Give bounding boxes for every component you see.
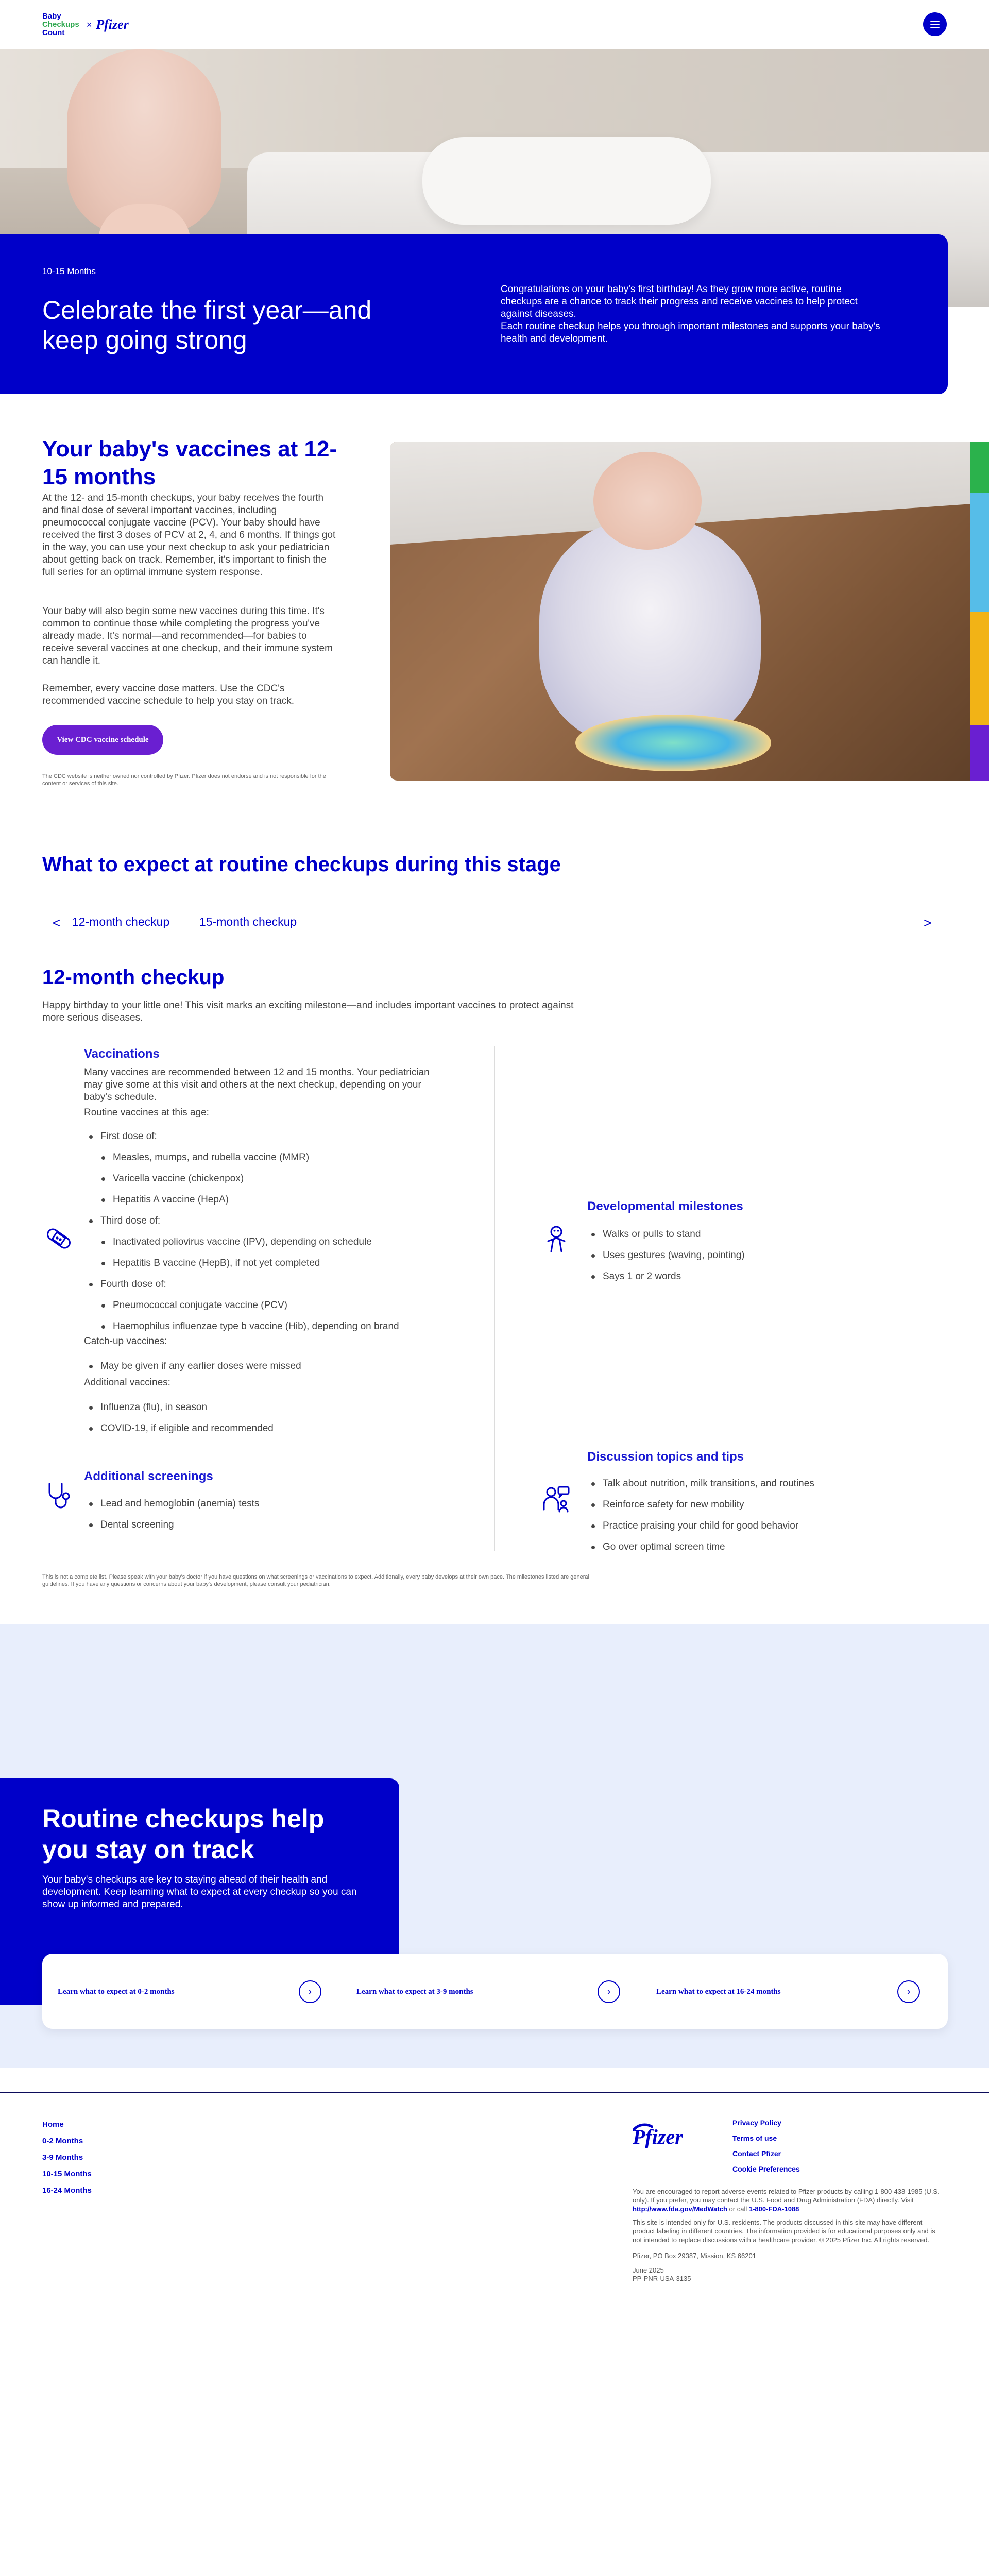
checkup-links-card (42, 1954, 948, 2029)
checkup-intro: Happy birthday to your little one! This visit marks an exciting milestone—and includes important vaccines to protect against more serious diseases. (42, 1000, 574, 1023)
footer-adverse-events (633, 2187, 942, 2213)
logo-line-2: Checkups (42, 20, 79, 29)
parent-child-discussion-icon (540, 1483, 573, 1516)
tab-15-month[interactable]: 15-month checkup (199, 915, 297, 928)
footer-pfizer-logo[interactable]: Pfizer (633, 2125, 683, 2148)
medwatch-link[interactable]: http://www.fda.gov/MedWatch (633, 2205, 727, 2213)
hero-title: Celebrate the first year—and keep going strong (42, 296, 372, 354)
list-item: Uses gestures (waving, pointing) (603, 1250, 745, 1261)
list-item: Inactivated poliovirus vaccine (IPV), depending on schedule (113, 1236, 372, 1247)
link-3-9-months[interactable] (356, 1980, 473, 2003)
chevron-right-icon[interactable]: › (598, 1980, 620, 2003)
hero-eyebrow: 10-15 Months (42, 266, 96, 276)
list-item: Measles, mumps, and rubella vaccine (MMR) (113, 1152, 310, 1163)
footer-divider (0, 2092, 989, 2093)
logo-line-1: Baby (42, 12, 61, 21)
footer-link-home[interactable]: Home (42, 2120, 64, 2129)
routine-body: Your baby's checkups are key to staying ahead of their health and development. Keep learning what to expect at every checkup so you can show up informed and prepared. (42, 1874, 357, 1910)
list-item: Third dose of: (100, 1215, 161, 1226)
list-item: Practice praising your child for good behavior (603, 1520, 799, 1531)
hero-body-2: Each routine checkup helps you through important milestones and supports your baby's health and development. (501, 321, 880, 344)
tab-12-month[interactable]: 12-month checkup (72, 915, 170, 928)
footer-address: Pfizer, PO Box 29387, Mission, KS 66201 (633, 2252, 756, 2260)
checkup-title: 12-month checkup (42, 966, 225, 989)
list-item: Dental screening (100, 1519, 174, 1530)
toddler-icon (540, 1224, 573, 1257)
list-item: Reinforce safety for new mobility (603, 1499, 744, 1510)
link-label: Learn what to expect at 0-2 months (58, 1987, 175, 1996)
cdc-schedule-button[interactable]: View CDC vaccine schedule (42, 725, 163, 755)
vaccinations-intro: Many vaccines are recommended between 12 and 15 months. Your pediatrician may give some at this visit and others at the next checkup, depending on your baby's schedule. (84, 1067, 430, 1103)
footer-date: June 2025 (633, 2266, 664, 2274)
baby-checkups-count-logo[interactable] (42, 12, 79, 37)
expect-title: What to expect at routine checkups during this stage (42, 853, 561, 876)
tabs-next-arrow[interactable]: > (924, 915, 932, 930)
routine-vaccines-label: Routine vaccines at this age: (84, 1107, 209, 1118)
routine-title: Routine checkups help you stay on track (42, 1804, 325, 1864)
list-item: Influenza (flu), in season (100, 1402, 208, 1413)
list-item: Haemophilus influenzae type b vaccine (Hib), depending on brand (113, 1321, 399, 1332)
screenings-heading: Additional screenings (84, 1469, 213, 1483)
report-text: You are encouraged to report adverse events related to Pfizer products by calling 1-800-438-1985 (U.S. only). If you prefer, you may contact the U.S. Food and Drug Administration (FDA) directly. Visit (633, 2188, 940, 2204)
site-header (0, 0, 989, 49)
list-item: Go over optimal screen time (603, 1541, 725, 1552)
report-mid: or call (729, 2205, 747, 2213)
chevron-right-icon[interactable]: › (897, 1980, 920, 2003)
footer-contact-pfizer[interactable]: Contact Pfizer (732, 2149, 781, 2158)
stethoscope-icon (42, 1480, 75, 1513)
list-item: Hepatitis A vaccine (HepA) (113, 1194, 229, 1205)
footer-terms-of-use[interactable]: Terms of use (732, 2134, 777, 2142)
vaccines-paragraph-1: At the 12- and 15-month checkups, your baby receives the fourth and final dose of several important vaccines, including pneumococcal conjugate vaccine (PCV). Your baby should have received the first 3 doses of PCV at 2, 4, and 6 months. If things got in the way, you can use your next checkup to ask your pediatrician about getting back on track. Remember, it's important to finish the full series for an optimal immune system response. (42, 493, 336, 578)
list-item: Walks or pulls to stand (603, 1229, 701, 1240)
link-16-24-months[interactable] (656, 1980, 781, 2003)
menu-button[interactable] (923, 12, 947, 36)
fda-phone-link[interactable]: 1-800-FDA-1088 (748, 2205, 799, 2213)
list-item: Lead and hemoglobin (anemia) tests (100, 1498, 260, 1509)
footer-link-0-2-months[interactable]: 0-2 Months (42, 2137, 83, 2145)
column-divider (494, 1046, 495, 1551)
list-item: Talk about nutrition, milk transitions, and routines (603, 1478, 814, 1489)
vaccines-title: Your baby's vaccines at 12-15 months (42, 436, 337, 489)
footer-intended-use: This site is intended only for U.S. residents. The products discussed in this site may have different product labeling in different countries. The information provided is for educational purposes only and is not intended to replace discussions with a healthcare provider. © 2025 Pfizer Inc. All rights reserved. (633, 2218, 935, 2244)
list-item: Hepatitis B vaccine (HepB), if not yet completed (113, 1258, 320, 1268)
pfizer-logo[interactable]: Pfizer (96, 17, 129, 32)
vaccine-bandage-icon (42, 1222, 75, 1255)
footer-cookie-preferences[interactable]: Cookie Preferences (732, 2165, 800, 2173)
vaccinations-heading: Vaccinations (84, 1047, 160, 1061)
link-label: Learn what to expect at 3-9 months (356, 1987, 473, 1996)
hero-body-1: Congratulations on your baby's first birthday! As they grow more active, routine checkups are a chance to track their progress and receive vaccines to help protect against diseases. (501, 284, 858, 319)
discussion-heading: Discussion topics and tips (587, 1450, 744, 1464)
hero-body (501, 283, 882, 345)
catchup-label: Catch-up vaccines: (84, 1336, 167, 1347)
hamburger-icon (930, 21, 940, 22)
logo-line-3: Count (42, 28, 65, 37)
tabs-prev-arrow[interactable]: < (53, 915, 61, 930)
logo-separator: × (86, 19, 92, 30)
footer-link-10-15-months[interactable]: 10-15 Months (42, 2170, 92, 2178)
milestones-heading: Developmental milestones (587, 1199, 743, 1213)
list-item: Pneumococcal conjugate vaccine (PCV) (113, 1300, 288, 1311)
footer-link-3-9-months[interactable]: 3-9 Months (42, 2153, 83, 2162)
checkup-note: This is not a complete list. Please speak with your baby's doctor if you have questions on what screenings or vaccinations to expect. Additionally, every baby develops at their own pace. The milestones listed are general guidelines. If you have any questions or concerns about your baby's development, please consult your pediatrician. (42, 1574, 589, 1587)
baby-cake-image (390, 442, 989, 781)
link-0-2-months[interactable] (58, 1980, 175, 2003)
list-item: COVID-19, if eligible and recommended (100, 1423, 274, 1434)
cdc-disclaimer: The CDC website is neither owned nor controlled by Pfizer. Pfizer does not endorse and is not responsible for the content or services of this site. (42, 773, 326, 787)
vaccines-paragraph-2: Your baby will also begin some new vaccines during this time. It's common to continue those while completing the progress you've already made. It's normal—and recommended—for babies to receive several vaccines at one checkup, and their immune system can handle it. (42, 606, 333, 666)
chevron-right-icon[interactable]: › (299, 1980, 321, 2003)
link-label: Learn what to expect at 16-24 months (656, 1987, 781, 1996)
additional-label: Additional vaccines: (84, 1377, 170, 1388)
footer-privacy-policy[interactable]: Privacy Policy (732, 2119, 781, 2127)
list-item: Says 1 or 2 words (603, 1271, 681, 1282)
list-item: Fourth dose of: (100, 1279, 166, 1290)
hero-banner (0, 234, 948, 394)
list-item: Varicella vaccine (chickenpox) (113, 1173, 244, 1184)
footer-code: PP-PNR-USA-3135 (633, 2275, 691, 2282)
footer-link-16-24-months[interactable]: 16-24 Months (42, 2186, 92, 2195)
list-item: May be given if any earlier doses were missed (100, 1361, 301, 1371)
vaccines-paragraph-3: Remember, every vaccine dose matters. Use the CDC's recommended vaccine schedule to help you stay on track. (42, 683, 294, 706)
list-item: First dose of: (100, 1131, 157, 1142)
